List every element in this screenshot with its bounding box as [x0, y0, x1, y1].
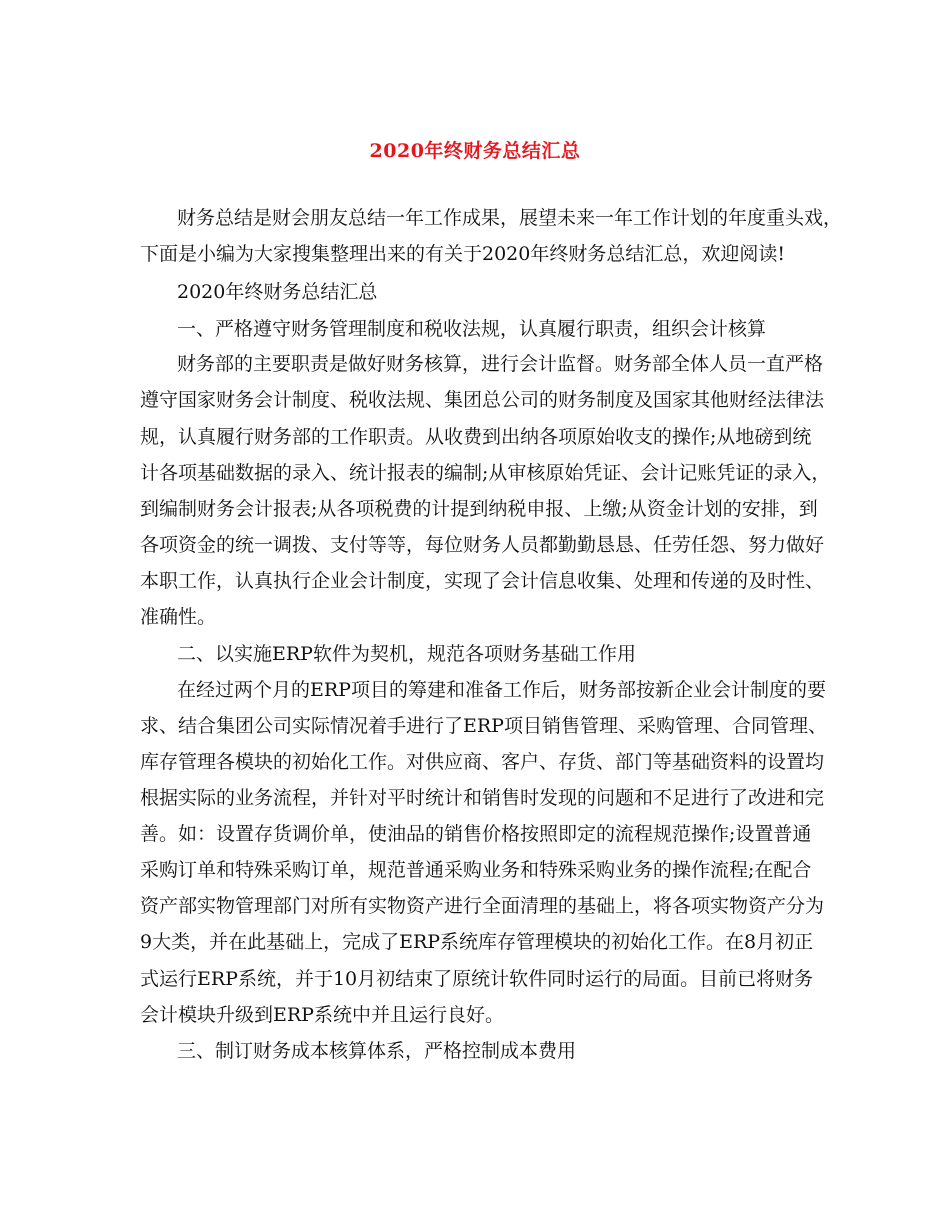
paragraph-line: 求、结合集团公司实际情况着手进行了ERP项目销售管理、采购管理、合同管理、 [140, 715, 827, 737]
paragraph-line: 式运行ERP系统，并于10月初结束了原统计软件同时运行的局面。目前已将财务 [140, 968, 814, 990]
paragraph-line: 遵守国家财务会计制度、税收法规、集团总公司的财务制度及国家其他财经法律法 [140, 389, 825, 411]
paragraph-line: 到编制财务会计报表;从各项税费的计提到纳税申报、上缴;从资金计划的安排，到 [140, 498, 818, 520]
paragraph-line: 计各项基础数据的录入、统计报表的编制;从审核原始凭证、会计记账凭证的录入， [140, 462, 831, 484]
paragraph-line: 资产部实物管理部门对所有实物资产进行全面清理的基础上，将各项实物资产分为 [140, 895, 825, 917]
paragraph-line: 在经过两个月的ERP项目的筹建和准备工作后，财务部按新企业会计制度的要 [177, 679, 826, 701]
paragraph-line: 采购订单和特殊采购订单，规范普通采购业务和特殊采购业务的操作流程;在配合 [140, 859, 812, 881]
paragraph-line: 准确性。 [140, 606, 217, 628]
paragraph-line: 下面是小编为大家搜集整理出来的有关于2020年终财务总结汇总，欢迎阅读! [140, 243, 785, 265]
paragraph-line: 各项资金的统一调拨、支付等等，每位财务人员都勤勤恳恳、任劳任怨、努力做好 [140, 534, 825, 556]
section-heading: 三、制订财务成本核算体系，严格控制成本费用 [177, 1040, 577, 1062]
paragraph-line: 财务总结是财会朋友总结一年工作成果，展望未来一年工作计划的年度重头戏， [177, 207, 843, 229]
paragraph-line: 库存管理各模块的初始化工作。对供应商、客户、存货、部门等基础资料的设置均 [140, 751, 825, 773]
section-heading: 2020年终财务总结汇总 [177, 281, 378, 303]
paragraph-line: 善。如：设置存货调价单，使油品的销售价格按照即定的流程规范操作;设置普通 [140, 823, 812, 845]
paragraph-line: 本职工作，认真执行企业会计制度，实现了会计信息收集、处理和传递的及时性、 [140, 570, 825, 592]
document-title: 2020年终财务总结汇总 [369, 140, 581, 162]
paragraph-line: 规，认真履行财务部的工作职责。从收费到出纳各项原始收支的操作;从地磅到统 [140, 426, 812, 448]
paragraph-line: 财务部的主要职责是做好财务核算，进行会计监督。财务部全体人员一直严格 [177, 353, 824, 375]
paragraph-line: 根据实际的业务流程，并针对平时统计和销售时发现的问题和不足进行了改进和完 [140, 787, 825, 809]
section-heading: 二、以实施ERP软件为契机，规范各项财务基础工作用 [177, 643, 636, 665]
paragraph-line: 9大类，并在此基础上，完成了ERP系统库存管理模块的初始化工作。在8月初正 [140, 931, 814, 953]
section-heading: 一、严格遵守财务管理制度和税收法规，认真履行职责，组织会计核算 [177, 318, 767, 340]
paragraph-line: 会计模块升级到ERP系统中并且运行良好。 [140, 1004, 504, 1026]
